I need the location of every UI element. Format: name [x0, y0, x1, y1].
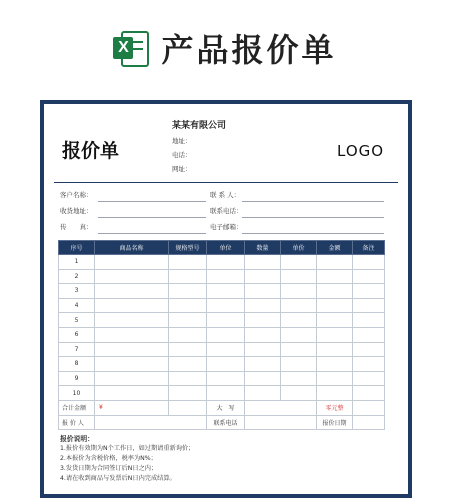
- phone-label: 电话：: [172, 151, 192, 159]
- uppercase-tail: [353, 400, 385, 415]
- table-cell[interactable]: [317, 284, 353, 299]
- table-cell[interactable]: [353, 313, 385, 328]
- table-cell[interactable]: [245, 327, 281, 342]
- table-cell[interactable]: [281, 269, 317, 284]
- contact-phone-field[interactable]: [242, 217, 384, 218]
- table-cell[interactable]: [245, 255, 281, 270]
- sign-phone-field[interactable]: [245, 415, 317, 430]
- excel-icon: X: [113, 29, 147, 67]
- company-name: 某某有限公司: [172, 121, 227, 131]
- quote-date-label: 报价日期: [317, 415, 353, 430]
- table-cell[interactable]: [169, 357, 207, 372]
- table-cell[interactable]: [281, 357, 317, 372]
- table-cell[interactable]: [245, 269, 281, 284]
- table-cell[interactable]: [317, 342, 353, 357]
- table-cell[interactable]: [169, 313, 207, 328]
- table-cell[interactable]: [245, 284, 281, 299]
- table-cell[interactable]: [207, 313, 245, 328]
- table-cell[interactable]: [281, 313, 317, 328]
- table-cell[interactable]: [95, 327, 169, 342]
- contact-person-field[interactable]: [242, 201, 384, 202]
- col-header: 规格型号: [169, 241, 207, 255]
- table-cell[interactable]: [95, 386, 169, 401]
- uppercase-label: 大 写: [207, 400, 245, 415]
- table-cell[interactable]: [353, 357, 385, 372]
- customer-name-label: 客户名称：: [60, 191, 93, 199]
- table-cell[interactable]: [317, 269, 353, 284]
- document-title: 报价单: [62, 140, 120, 162]
- table-cell[interactable]: [245, 386, 281, 401]
- table-cell[interactable]: [317, 313, 353, 328]
- website-label: 网址：: [172, 165, 192, 173]
- note-item: 1.报价有效期为N个工作日，如过期请重新询价；: [60, 445, 195, 452]
- table-cell[interactable]: [169, 327, 207, 342]
- table-cell[interactable]: [317, 357, 353, 372]
- col-header: 商品名称: [95, 241, 169, 255]
- col-header: 单位: [207, 241, 245, 255]
- table-cell[interactable]: [95, 313, 169, 328]
- divider: [54, 182, 398, 183]
- table-cell[interactable]: [353, 342, 385, 357]
- note-item: 4.请在收到商品与发票后N日内完成结算。: [60, 475, 176, 482]
- table-cell[interactable]: [281, 342, 317, 357]
- table-cell[interactable]: [353, 386, 385, 401]
- table-cell[interactable]: [169, 269, 207, 284]
- page-title: 产品报价单: [161, 31, 337, 69]
- total-currency: ¥: [95, 400, 169, 415]
- template-preview-frame: [40, 100, 412, 498]
- table-cell[interactable]: [245, 342, 281, 357]
- contact-person-label: 联 系 人：: [210, 191, 241, 199]
- table-cell[interactable]: [245, 313, 281, 328]
- table-cell[interactable]: [281, 386, 317, 401]
- table-row: [59, 342, 385, 357]
- table-cell[interactable]: [245, 371, 281, 386]
- table-cell[interactable]: [353, 298, 385, 313]
- uppercase-spacer: [245, 400, 317, 415]
- table-cell[interactable]: [207, 284, 245, 299]
- customer-row: [58, 204, 394, 218]
- table-cell[interactable]: [207, 327, 245, 342]
- table-cell[interactable]: [281, 371, 317, 386]
- table-cell[interactable]: [207, 342, 245, 357]
- row-number: 6: [59, 327, 95, 342]
- sign-phone-label: 联系电话: [207, 415, 245, 430]
- row-number: 2: [59, 269, 95, 284]
- quoter-field[interactable]: [95, 415, 207, 430]
- table-cell[interactable]: [245, 357, 281, 372]
- table-row: [59, 313, 385, 328]
- table-cell[interactable]: [169, 371, 207, 386]
- table-row: [59, 255, 385, 270]
- banner: [0, 0, 450, 96]
- quote-date-field[interactable]: [353, 415, 385, 430]
- table-cell[interactable]: [169, 386, 207, 401]
- total-row: [59, 400, 385, 415]
- uppercase-value: 零元整: [317, 400, 353, 415]
- row-number: 1: [59, 255, 95, 270]
- table-cell[interactable]: [353, 284, 385, 299]
- note-item: 3.发货日期为合同签订后N日之内；: [60, 465, 158, 472]
- row-number: 4: [59, 298, 95, 313]
- table-cell[interactable]: [95, 342, 169, 357]
- table-cell[interactable]: [317, 255, 353, 270]
- table-row: [59, 269, 385, 284]
- table-cell[interactable]: [207, 298, 245, 313]
- table-row: [59, 327, 385, 342]
- quote-notes: [60, 434, 194, 484]
- table-cell[interactable]: [281, 327, 317, 342]
- table-row: [59, 371, 385, 386]
- row-number: 9: [59, 371, 95, 386]
- table-cell[interactable]: [353, 327, 385, 342]
- table-cell[interactable]: [245, 298, 281, 313]
- shipping-address-label: 收货地址：: [60, 207, 93, 215]
- email-field[interactable]: [242, 233, 384, 234]
- table-cell[interactable]: [317, 327, 353, 342]
- row-number: 5: [59, 313, 95, 328]
- table-cell[interactable]: [207, 357, 245, 372]
- quotation-sheet: [44, 104, 408, 494]
- table-cell[interactable]: [169, 284, 207, 299]
- customer-row: [58, 220, 394, 234]
- table-cell[interactable]: [95, 298, 169, 313]
- col-header: 备注: [353, 241, 385, 255]
- col-header: 数量: [245, 241, 281, 255]
- table-cell[interactable]: [207, 371, 245, 386]
- table-cell[interactable]: [281, 284, 317, 299]
- signature-row: [59, 415, 385, 430]
- logo-placeholder: LOGO: [337, 142, 385, 160]
- fax-field[interactable]: [98, 233, 206, 234]
- notes-title: 报价说明：: [60, 435, 94, 443]
- customer-row: [58, 188, 394, 202]
- table-cell[interactable]: [169, 342, 207, 357]
- table-cell[interactable]: [281, 255, 317, 270]
- table-cell[interactable]: [353, 255, 385, 270]
- table-cell[interactable]: [207, 269, 245, 284]
- table-row: [59, 284, 385, 299]
- table-cell[interactable]: [169, 298, 207, 313]
- table-cell[interactable]: [281, 298, 317, 313]
- contact-phone-label: 联系电话：: [210, 207, 243, 215]
- row-number: 7: [59, 342, 95, 357]
- fax-label: 传 真：: [60, 223, 93, 231]
- company-contact: [172, 136, 192, 178]
- table-cell[interactable]: [169, 255, 207, 270]
- col-header: 单价: [281, 241, 317, 255]
- col-header: 序号: [59, 241, 95, 255]
- table-cell[interactable]: [207, 255, 245, 270]
- row-number: 3: [59, 284, 95, 299]
- note-item: 2.本报价为含税价格，税率为N%；: [60, 455, 157, 462]
- table-cell[interactable]: [95, 284, 169, 299]
- table-cell[interactable]: [317, 371, 353, 386]
- table-cell[interactable]: [353, 269, 385, 284]
- email-label: 电子邮箱：: [210, 223, 243, 231]
- table-cell[interactable]: [95, 371, 169, 386]
- table-row: [59, 386, 385, 401]
- customer-name-field[interactable]: [98, 201, 206, 202]
- row-number: 8: [59, 357, 95, 372]
- table-row: [59, 357, 385, 372]
- table-cell[interactable]: [317, 298, 353, 313]
- table-cell[interactable]: [95, 357, 169, 372]
- table-cell[interactable]: [95, 255, 169, 270]
- table-cell[interactable]: [95, 269, 169, 284]
- address-label: 地址：: [172, 137, 192, 145]
- table-cell[interactable]: [353, 371, 385, 386]
- shipping-address-field[interactable]: [98, 217, 206, 218]
- quoter-label: 报 价 人: [59, 415, 95, 430]
- table-row: [59, 298, 385, 313]
- table-header-row: [59, 241, 385, 255]
- total-label: 合计金额: [59, 400, 95, 415]
- items-table: [58, 240, 385, 430]
- total-amount-cell[interactable]: [169, 400, 207, 415]
- col-header: 金额: [317, 241, 353, 255]
- row-number: 10: [59, 386, 95, 401]
- table-cell[interactable]: [207, 386, 245, 401]
- table-cell[interactable]: [317, 386, 353, 401]
